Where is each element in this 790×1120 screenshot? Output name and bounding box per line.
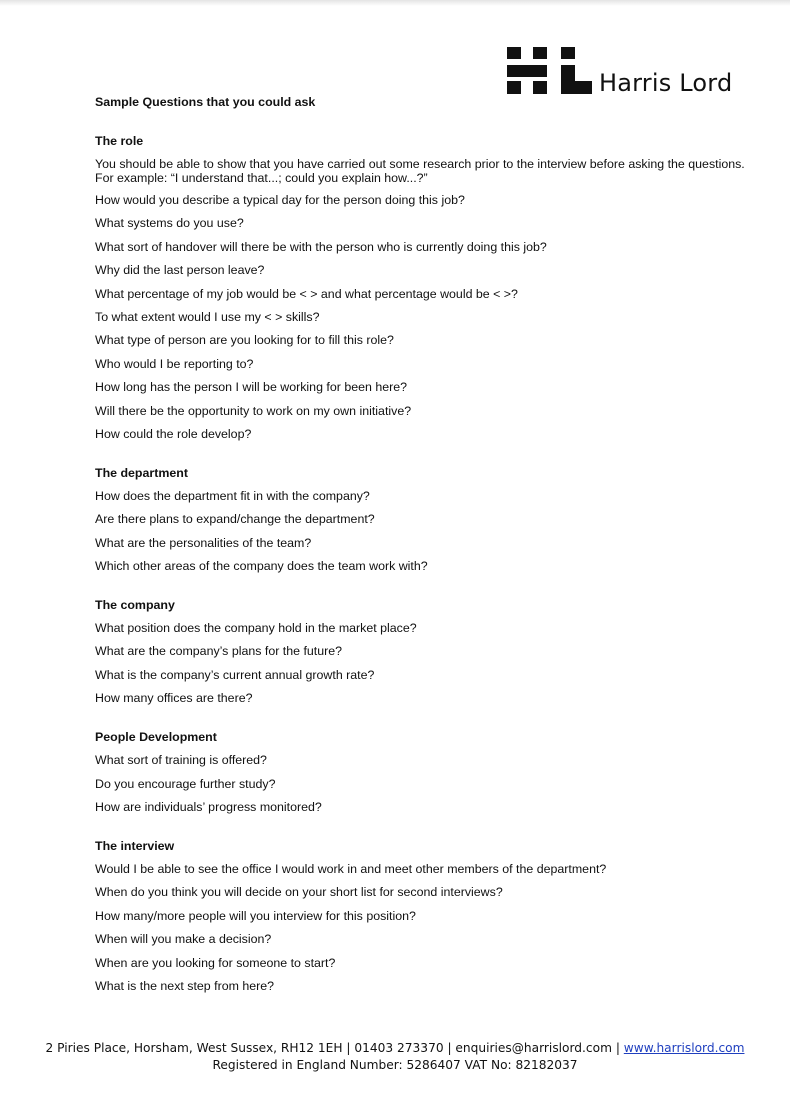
question-item: When are you looking for someone to start? [95,955,336,970]
footer-website-link[interactable]: www.harrislord.com [623,1041,745,1055]
section-heading: The company [95,598,175,613]
section-heading: People Development [95,730,217,745]
question-item: Are there plans to expand/change the department? [95,512,375,527]
footer-contact-line [0,1040,790,1057]
question-item: When do you think you will decide on your short list for second interviews? [95,885,503,900]
section-heading: The department [95,465,188,480]
harris-lord-logo [507,47,747,97]
question-item: To what extent would I use my < > skills? [95,309,320,324]
question-item: What sort of handover will there be with the person who is currently doing this job? [95,239,547,254]
question-item: Do you encourage further study? [95,776,276,791]
question-item: How many/more people will you interview for this position? [95,908,416,923]
question-item: How long has the person I will be working for been here? [95,380,408,395]
question-item: What percentage of my job would be < > and what percentage would be < >? [95,286,518,301]
section-intro: You should be able to show that you have carried out some research prior to the interview before asking the questions. For example: “I understand that...; could you explain how...?” [95,157,745,185]
question-section [95,598,755,706]
sections-container [95,134,755,994]
question-section [95,730,755,815]
question-item: What is the next step from here? [95,978,275,993]
question-item: Who would I be reporting to? [95,356,254,371]
question-item: What type of person are you looking for to fill this role? [95,333,394,348]
question-item: Will there be the opportunity to work on my own initiative? [95,403,412,418]
footer-registration: Registered in England Number: 5286407 VAT No: 82182037 [212,1058,578,1072]
document-body [95,95,755,1002]
footer-address: 2 Piries Place, Horsham, West Sussex, RH12 1EH | 01403 273370 | enquiries@harrislord.com | [45,1041,624,1055]
question-item: Why did the last person leave? [95,263,265,278]
question-section [95,466,755,574]
question-item: How would you describe a typical day for the person doing this job? [95,193,465,207]
question-item: How could the role develop? [95,426,252,441]
question-item: Would I be able to see the office I would work in and meet other members of the department? [95,862,607,877]
question-item: What are the company’s plans for the future? [95,644,343,659]
question-section [95,839,755,994]
question-section [95,134,755,442]
question-item: What are the personalities of the team? [95,535,312,550]
logo-wordmark: Harris Lord [599,69,733,97]
question-item: When will you make a decision? [95,932,272,947]
question-item: How are individuals’ progress monitored? [95,800,322,815]
section-heading: The role [95,134,144,148]
question-item: How does the department fit in with the company? [95,488,370,503]
question-item: How many offices are there? [95,691,253,706]
question-item: What sort of training is offered? [95,753,267,768]
question-item: Which other areas of the company does the team work with? [95,559,428,574]
page-top-shadow [0,0,790,6]
question-item: What is the company’s current annual growth rate? [95,667,375,682]
question-item: What systems do you use? [95,216,244,231]
section-heading: The interview [95,839,175,854]
page-footer [0,1040,790,1074]
hl-logo-mark-icon [507,47,593,95]
page-title: Sample Questions that you could ask [95,95,316,109]
question-item: What position does the company hold in the market place? [95,621,417,636]
